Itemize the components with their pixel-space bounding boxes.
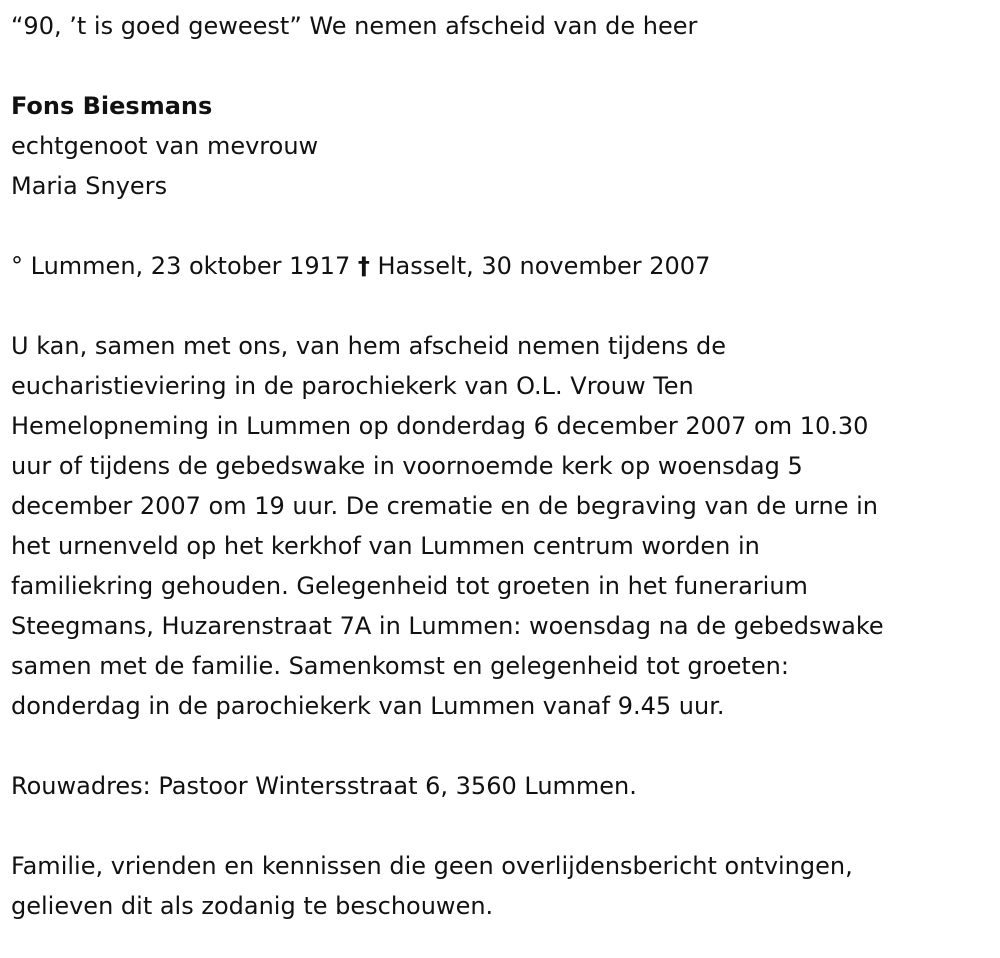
paragraph-line: U kan, samen met ons, van hem afscheid nemen tijdens de [11,332,727,360]
life-dates [11,246,986,286]
closing-paragraph [11,846,986,926]
spouse-name: Maria Snyers [11,172,168,200]
paragraph-line: uur of tijdens de gebedswake in voornoemde kerk op woensdag 5 [11,452,803,480]
mourning-address: Rouwadres: Pastoor Wintersstraat 6, 3560 Lummen. [11,772,637,800]
paragraph-line: donderdag in de parochiekerk van Lummen vanaf 9.45 uur. [11,692,725,720]
cross-icon: † [357,252,370,280]
paragraph-line: Steegmans, Huzarenstraat 7A in Lummen: woensdag na de gebedswake [11,612,884,640]
paragraph-line: Familie, vrienden en kennissen die geen overlijdensbericht ontvingen, [11,852,853,880]
paragraph-line: het urnenveld op het kerkhof van Lummen centrum worden in [11,532,760,560]
intro-text: “90, ’t is goed geweest” We nemen afscheid van de heer [11,12,698,40]
paragraph-line: familiekring gehouden. Gelegenheid tot groeten in het funerarium [11,572,808,600]
paragraph-line: december 2007 om 19 uur. De crematie en de begraving van de urne in [11,492,878,520]
deceased-name: Fons Biesmans [11,92,213,120]
relation-text: echtgenoot van mevrouw [11,132,319,160]
birth-date: Lummen, 23 oktober 1917 [30,252,351,280]
paragraph-line: samen met de familie. Samenkomst en gelegenheid tot groeten: [11,652,789,680]
paragraph-line: Hemelopneming in Lummen op donderdag 6 december 2007 om 10.30 [11,412,869,440]
birth-symbol: ° [11,252,23,280]
obituary-notice [11,6,986,926]
paragraph-line: gelieven dit als zodanig te beschouwen. [11,892,494,920]
paragraph-line: eucharistieviering in de parochiekerk van O.L. Vrouw Ten [11,372,694,400]
service-paragraph [11,326,986,726]
death-date: Hasselt, 30 november 2007 [377,252,711,280]
